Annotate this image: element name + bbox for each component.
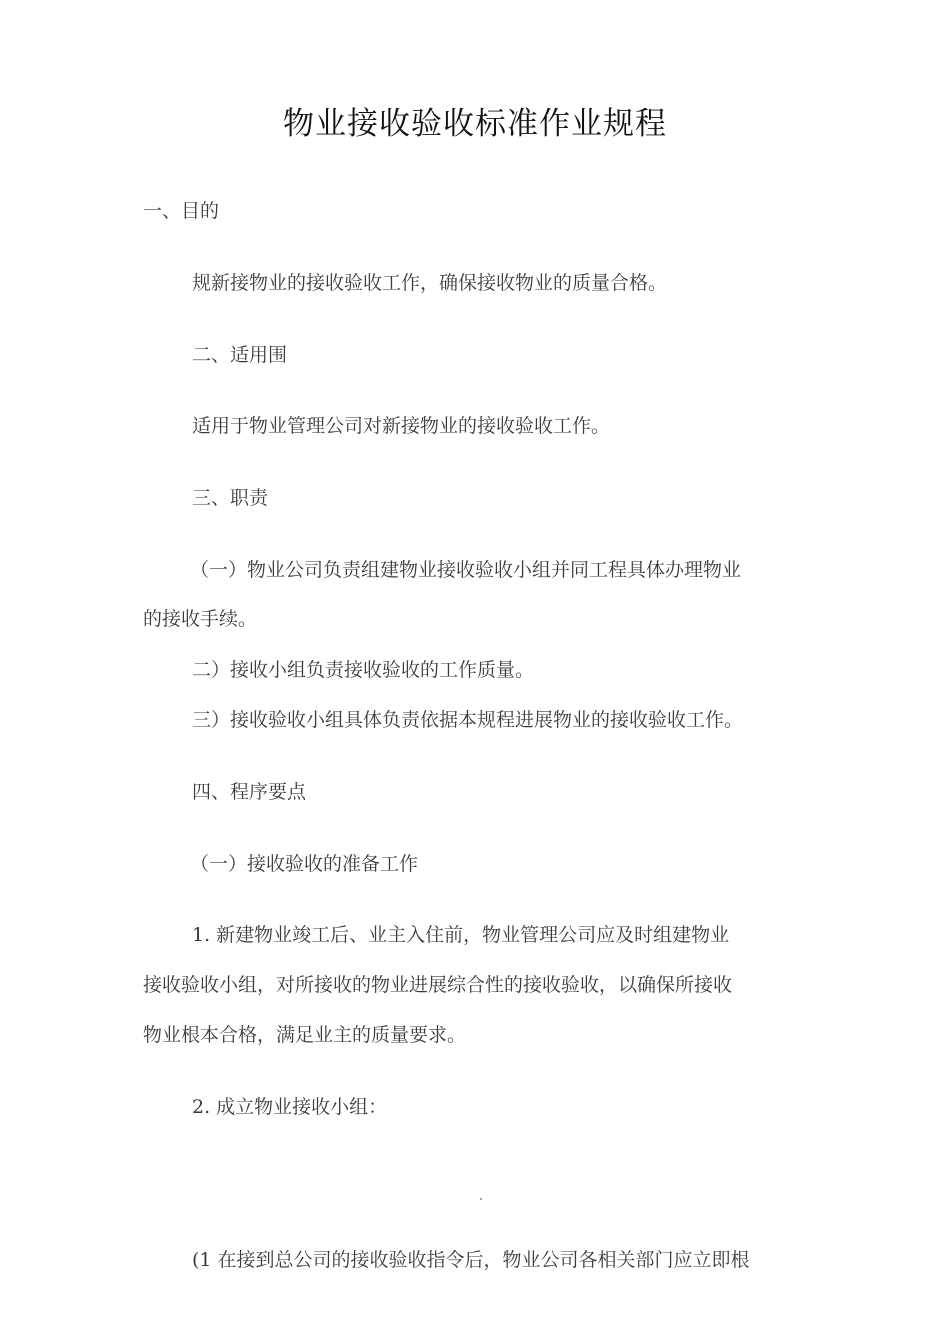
paragraph-item-2-1: (1 在接到总公司的接收验收指令后，物业公司各相关部门应立即根: [192, 1249, 750, 1271]
paragraph-duty-1-line-2: 的接收手续。: [143, 608, 258, 630]
paragraph-item-1-line-2: 接收验收小组，对所接收的物业进展综合性的接收验收，以确保所接收: [143, 974, 733, 996]
section-heading-duties: 三、职责: [192, 487, 269, 509]
document-title: 物业接收验收标准作业规程: [283, 106, 667, 142]
paragraph-duty-3: 三）接收验收小组具体负责依据本规程进展物业的接收验收工作。: [192, 709, 744, 731]
paragraph-purpose: 规新接物业的接收验收工作，确保接收物业的质量合格。: [192, 272, 668, 294]
paragraph-item-1-line-1: 1. 新建物业竣工后、业主入住前，物业管理公司应及时组建物业: [192, 924, 730, 946]
section-heading-procedure: 四、程序要点: [192, 781, 307, 803]
page-dot-marker: [480, 1198, 482, 1200]
subsection-heading-preparation: （一）接收验收的准备工作: [190, 853, 419, 875]
paragraph-duty-2: 二）接收小组负责接收验收的工作质量。: [192, 659, 535, 681]
paragraph-item-2: 2. 成立物业接收小组：: [192, 1096, 388, 1118]
paragraph-item-1-line-3: 物业根本合格，满足业主的质量要求。: [143, 1024, 467, 1046]
section-heading-scope: 二、适用围: [192, 344, 288, 366]
section-heading-purpose: 一、目的: [143, 200, 220, 222]
paragraph-duty-1-line-1: （一）物业公司负责组建物业接收验收小组并同工程具体办理物业: [190, 559, 742, 581]
paragraph-scope: 适用于物业管理公司对新接物业的接收验收工作。: [192, 415, 611, 437]
